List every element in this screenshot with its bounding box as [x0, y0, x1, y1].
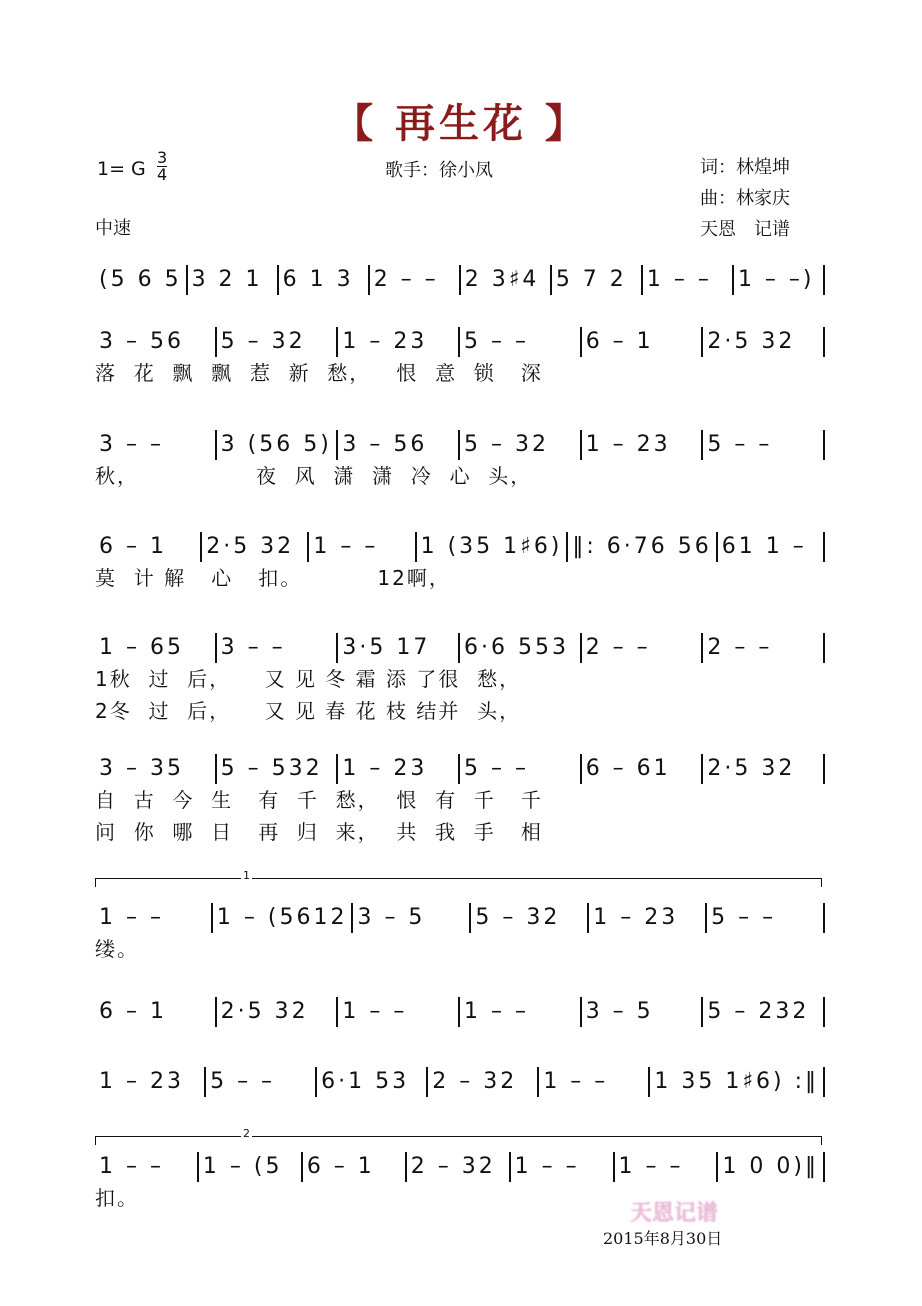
measure: 1 – 23 — [582, 430, 704, 460]
measure: 2·5 32 — [703, 754, 825, 784]
lyric-line: 1秋 过 后， 又 见 冬 霜 添 了很 愁， — [95, 667, 522, 691]
lyric-line: 扣。 — [95, 1186, 139, 1210]
measure: 2 – – — [703, 633, 825, 663]
notes-line — [95, 265, 825, 295]
notes-line — [95, 903, 825, 933]
measure: 5 – – — [707, 903, 825, 933]
measure: 2 – – — [370, 265, 461, 295]
measure: 1 – – — [511, 1152, 615, 1182]
volta-label: 1 — [243, 869, 250, 882]
measure: 5 – – — [460, 327, 582, 357]
notes-line — [95, 532, 825, 562]
measure: 2·5 32 — [217, 997, 339, 1027]
measure: 6·1 53 — [317, 1067, 428, 1097]
score-line — [95, 265, 825, 295]
lyricist: 词：林煌坤 — [700, 157, 790, 178]
measure: 5 – 32 — [471, 903, 589, 933]
lyric-line: 缕。 — [95, 937, 139, 961]
volta-bracket-2 — [95, 1127, 822, 1145]
measure: 3 – – — [217, 633, 339, 663]
measure: 2 – 32 — [407, 1152, 511, 1182]
tempo-marking: 中速 — [95, 218, 131, 239]
measure: 2·5 32 — [703, 327, 825, 357]
notes-line — [95, 997, 825, 1027]
score-line — [95, 532, 825, 594]
measure: 1 – (5 — [199, 1152, 303, 1182]
measure: 61 1 – — [718, 532, 825, 562]
measure: 1 – – — [615, 1152, 719, 1182]
composer: 曲：林家庆 — [700, 188, 790, 209]
measure: 3 – 35 — [95, 754, 217, 784]
key-signature: 1= G — [97, 158, 146, 180]
measure: 3 – 5 — [582, 997, 704, 1027]
measure: 1 0 0)‖ — [718, 1152, 825, 1182]
notes-line — [95, 754, 825, 784]
lyric-line: 莫 计 解 心 扣。 12啊， — [95, 566, 451, 590]
measure: 1 – – — [309, 532, 416, 562]
measure: 1 – 65 — [95, 633, 217, 663]
time-signature — [157, 150, 167, 183]
measure: 5 – – — [206, 1067, 317, 1097]
lyric-line: 2冬 过 后， 又 见 春 花 枝 结并 头， — [95, 699, 522, 723]
measure: 6·6 553 — [460, 633, 582, 663]
measure: 1 – 23 — [338, 327, 460, 357]
measure: 3 – – — [95, 430, 217, 460]
measure: 5 – 232 — [703, 997, 825, 1027]
score-line — [95, 633, 825, 727]
volta-label: 2 — [243, 1127, 250, 1140]
measure: 5 7 2 — [552, 265, 643, 295]
song-title: 【 再生花 】 — [333, 101, 589, 147]
lyric-line: 问 你 哪 日 再 归 来， 共 我 手 相 — [95, 820, 543, 844]
measure: 1 – – — [338, 997, 460, 1027]
measure: ‖: 6·76 56 — [568, 532, 717, 562]
measure: 1 (35 1♯6) — [417, 532, 569, 562]
measure: 5 – 532 — [217, 754, 339, 784]
lyric-line: 秋， 夜 风 潇 潇 冷 心 头， — [95, 464, 533, 488]
measure: 6 1 3 — [279, 265, 370, 295]
score-line — [95, 997, 825, 1027]
measure: 1 – – — [643, 265, 734, 295]
lyric-line: 落 花 飘 飘 惹 新 愁， 恨 意 锁 深 — [95, 361, 543, 385]
measure: 2 – 32 — [428, 1067, 539, 1097]
date: 2015年8月30日 — [603, 1229, 723, 1248]
time-bottom: 4 — [157, 165, 168, 184]
measure: 2 3♯4 — [461, 265, 552, 295]
score-line — [95, 327, 825, 389]
measure: 1 – 23 — [338, 754, 460, 784]
measure: 3·5 17 — [338, 633, 460, 663]
measure: 5 – 32 — [217, 327, 339, 357]
measure: 1 – (5612 — [213, 903, 354, 933]
measure: 3 – 56 — [95, 327, 217, 357]
measure: 1 – –) — [734, 265, 825, 295]
notes-line — [95, 430, 825, 460]
volta-bracket-1 — [95, 869, 822, 887]
notes-line — [95, 327, 825, 357]
measure: 1 – – — [460, 997, 582, 1027]
measure: 5 – 32 — [460, 430, 582, 460]
measure: (5 6 5 — [95, 265, 188, 295]
score-line — [95, 754, 825, 848]
measure: 1 35 1♯6) :‖ — [650, 1067, 825, 1097]
transcriber-stamp: 天恩记谱 — [630, 1201, 719, 1226]
measure: 3 – 5 — [353, 903, 471, 933]
measure: 6 – 61 — [582, 754, 704, 784]
time-top: 3 — [157, 148, 168, 167]
measure: 1 – – — [95, 903, 213, 933]
score-line — [95, 1067, 825, 1097]
singer: 歌手：徐小凤 — [385, 160, 493, 181]
notes-line — [95, 1152, 825, 1182]
measure: 6 – 1 — [582, 327, 704, 357]
measure: 3 – 56 — [338, 430, 460, 460]
measure: 6 – 1 — [95, 532, 202, 562]
measure: 6 – 1 — [95, 997, 217, 1027]
measure: 5 – – — [460, 754, 582, 784]
credits — [700, 152, 790, 245]
measure: 1 – – — [95, 1152, 199, 1182]
score-line — [95, 430, 825, 492]
lyric-line: 自 古 今 生 有 千 愁， 恨 有 千 千 — [95, 788, 543, 812]
score-line — [95, 903, 825, 965]
measure: 5 – – — [703, 430, 825, 460]
measure: 1 – – — [539, 1067, 650, 1097]
measure: 1 – 23 — [95, 1067, 206, 1097]
measure: 6 – 1 — [303, 1152, 407, 1182]
measure: 1 – 23 — [589, 903, 707, 933]
transcriber: 天恩 记谱 — [700, 219, 790, 240]
measure: 2 – – — [582, 633, 704, 663]
measure: 3 2 1 — [188, 265, 279, 295]
notes-line — [95, 1067, 825, 1097]
measure: 2·5 32 — [202, 532, 309, 562]
notes-line — [95, 633, 825, 663]
measure: 3 (56 5) — [217, 430, 339, 460]
